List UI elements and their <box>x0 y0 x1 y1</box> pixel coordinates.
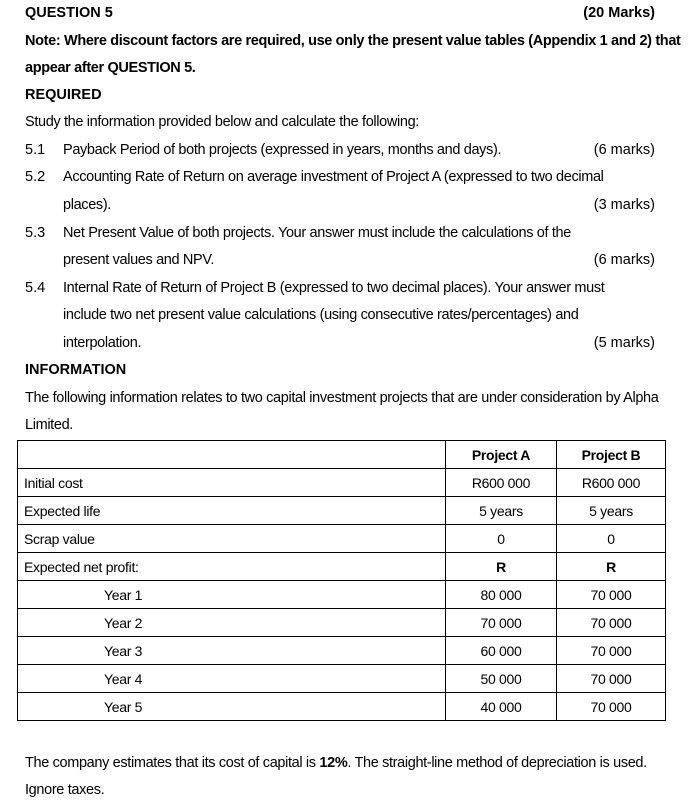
required-intro: Study the information provided below and calculate the following: <box>25 114 419 130</box>
table-header-row <box>18 441 666 469</box>
item-text: present values and NPV. <box>63 252 215 268</box>
table-row <box>18 525 666 553</box>
table-row <box>18 665 666 693</box>
information-line-1: The following information relates to two capital investment projects that are under consideration by Alpha <box>25 390 659 406</box>
item-marks: (6 marks) <box>593 142 655 158</box>
footer-line-1 <box>25 755 647 771</box>
table-header-cell <box>18 441 446 469</box>
item-marks: (6 marks) <box>593 252 655 268</box>
project-b-value: 70 000 <box>557 581 666 609</box>
project-b-value: 5 years <box>557 497 666 525</box>
item-text: Accounting Rate of Return on average investment of Project A (expressed to two decimal <box>63 169 604 185</box>
item-number: 5.4 <box>25 280 46 296</box>
item-text: include two net present value calculations (using consecutive rates/percentages) and <box>63 307 579 323</box>
row-label: Expected net profit: <box>18 553 446 581</box>
cost-of-capital-rate: 12% <box>319 755 348 771</box>
footer-line-2: Ignore taxes. <box>25 782 105 798</box>
item-marks: (3 marks) <box>593 197 655 213</box>
project-b-value: 0 <box>557 525 666 553</box>
item-text: Internal Rate of Return of Project B (expressed to two decimal places). Your answer must <box>63 280 605 296</box>
item-text: Payback Period of both projects (expressed in years, months and days). <box>63 142 502 158</box>
project-a-value: R600 000 <box>446 469 557 497</box>
row-label: Year 4 <box>18 665 446 693</box>
project-a-value: 80 000 <box>446 581 557 609</box>
item-number: 5.1 <box>25 142 46 158</box>
item-number: 5.2 <box>25 169 46 185</box>
row-label: Expected life <box>18 497 446 525</box>
table-header-project-b: Project B <box>557 441 666 469</box>
table-row <box>18 693 666 721</box>
row-label: Year 5 <box>18 693 446 721</box>
project-a-value: 70 000 <box>446 609 557 637</box>
project-table <box>17 440 666 721</box>
project-b-value: R600 000 <box>557 469 666 497</box>
item-marks: (5 marks) <box>593 335 655 351</box>
project-a-value: 0 <box>446 525 557 553</box>
item-number: 5.3 <box>25 225 46 241</box>
row-label: Year 2 <box>18 609 446 637</box>
project-a-value: 50 000 <box>446 665 557 693</box>
table-row <box>18 497 666 525</box>
table-row <box>18 637 666 665</box>
project-a-value: 5 years <box>446 497 557 525</box>
table-header-project-a: Project A <box>446 441 557 469</box>
row-label: Scrap value <box>18 525 446 553</box>
table-row <box>18 553 666 581</box>
table-row <box>18 581 666 609</box>
item-text: Net Present Value of both projects. Your answer must include the calculations of the <box>63 225 571 241</box>
item-text: interpolation. <box>63 335 142 351</box>
project-b-value: R <box>557 553 666 581</box>
footer-text-after: . The straight-line method of depreciation is used. <box>347 755 647 771</box>
information-heading: INFORMATION <box>25 362 127 378</box>
footer-text-before: The company estimates that its cost of capital is <box>25 755 320 771</box>
question-title: QUESTION 5 <box>25 5 113 21</box>
note-line-1: Note: Where discount factors are required, use only the present value tables (Appendix 1 and 2) that <box>25 33 681 49</box>
project-a-value: R <box>446 553 557 581</box>
project-b-value: 70 000 <box>557 693 666 721</box>
required-heading: REQUIRED <box>25 87 102 103</box>
table-row <box>18 609 666 637</box>
row-label: Year 3 <box>18 637 446 665</box>
project-b-value: 70 000 <box>557 637 666 665</box>
project-b-value: 70 000 <box>557 665 666 693</box>
row-label: Year 1 <box>18 581 446 609</box>
information-line-2: Limited. <box>25 417 73 433</box>
row-label: Initial cost <box>18 469 446 497</box>
project-b-value: 70 000 <box>557 609 666 637</box>
question-marks: (20 Marks) <box>583 5 655 21</box>
project-a-value: 40 000 <box>446 693 557 721</box>
note-line-2: appear after QUESTION 5. <box>25 60 196 76</box>
table-row <box>18 469 666 497</box>
project-a-value: 60 000 <box>446 637 557 665</box>
item-text: places). <box>63 197 111 213</box>
